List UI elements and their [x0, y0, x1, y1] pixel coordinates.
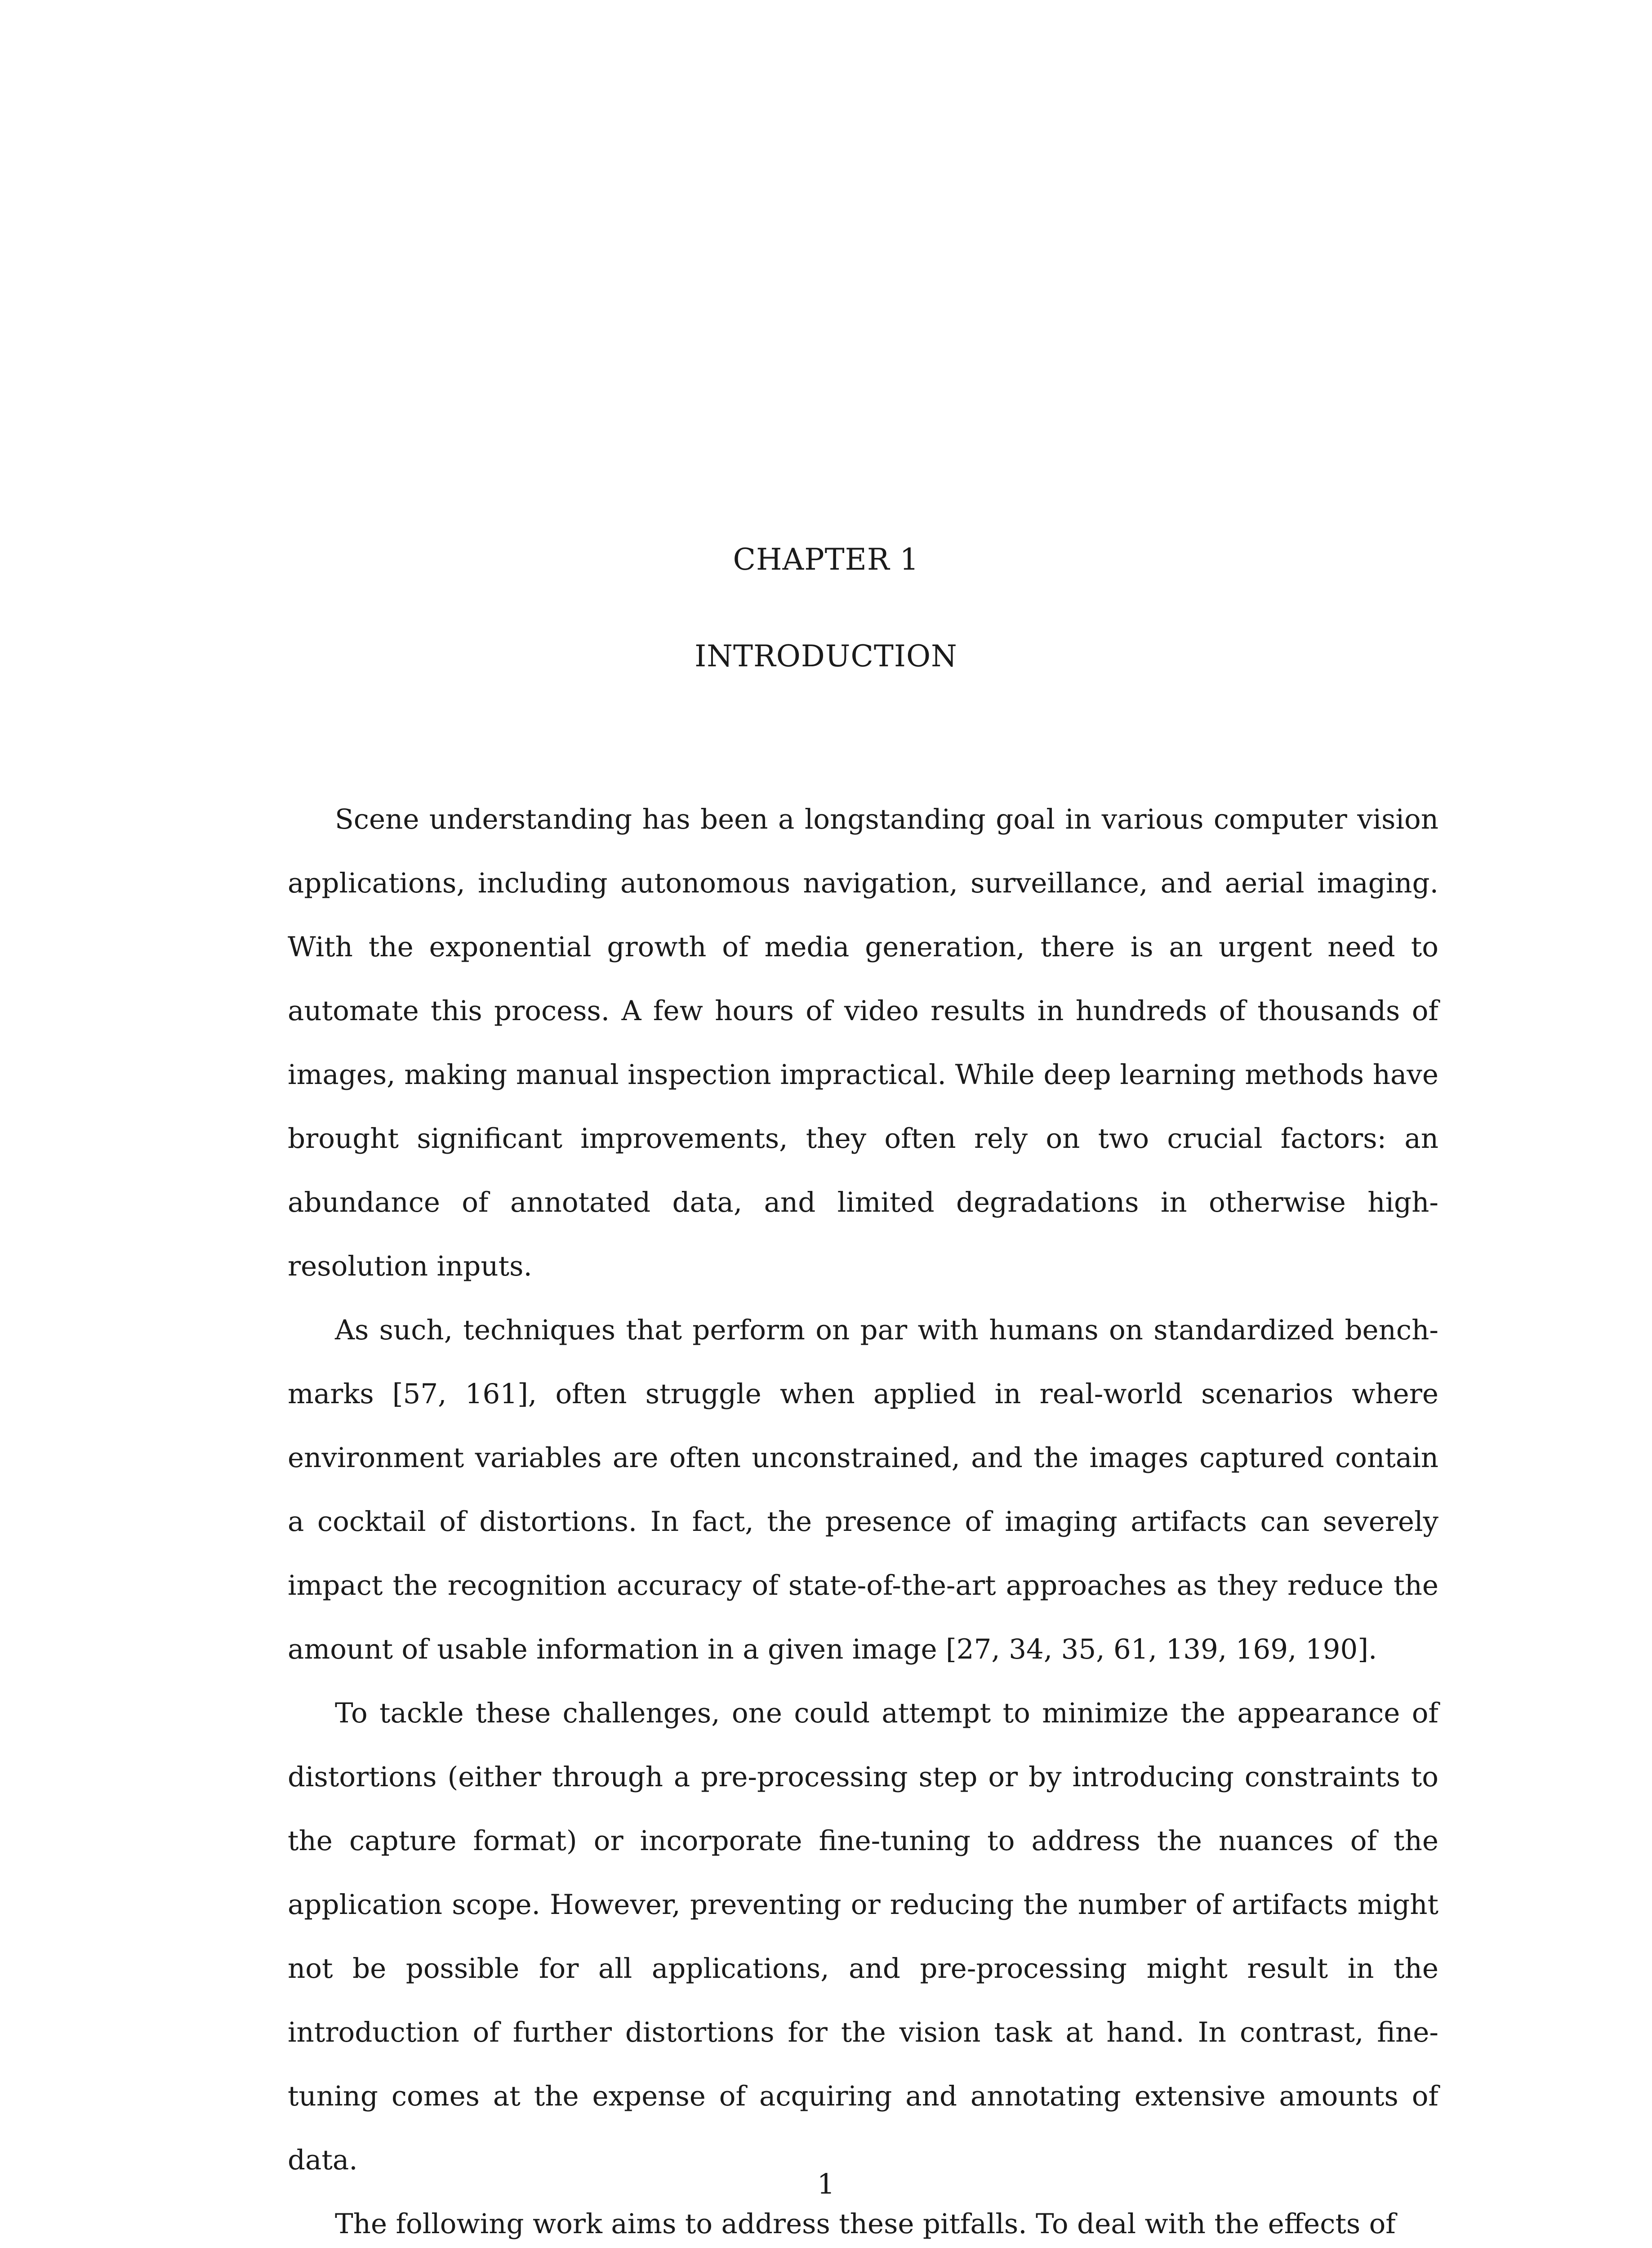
page-number: 1	[817, 2168, 835, 2200]
paragraph-1: Scene understanding has been a longstanding goal in various computer vision applications, including autonomous navigation, surveillance, and aerial imaging. With the exponential growth of media generation, there is an urgent need to automate this process. A few hours of video results in hundreds of thousands of images, making manual inspection impractical. While deep learning methods have brought significant improvements, they often rely on two crucial factors: an abundance of annotated data, and limited degradations in otherwise high-resolution inputs.	[288, 803, 1438, 1282]
paragraph-2: As such, techniques that perform on par with humans on standardized benchmarks [57, 161], often struggle when applied in real-world scenarios where environment variables are often unconstrained, and the images captured contain a cocktail of distortions. In fact, the presence of imaging artifacts can severely impact the recognition accuracy of state-of-the-art approaches as they reduce the amount of usable information in a given image [27, 34, 35, 61, 139, 169, 190].	[288, 1314, 1438, 1665]
body-text	[288, 788, 1438, 2248]
paragraph-4: The following work aims to address these pitfalls. To deal with the effects of	[335, 2208, 1396, 2240]
paragraph-3: To tackle these challenges, one could attempt to minimize the appearance of distortions (either through a pre-processing step or by introducing constraints to the capture format) or incorporate fine-tuning to address the nuances of the application scope. However, preventing or reducing the number of artifacts might not be possible for all applications, and pre-processing might result in the introduction of further distortions for the vision task at hand. In contrast, fine-tuning comes at the expense of acquiring and annotating extensive amounts of data.	[288, 1697, 1438, 2176]
chapter-title: INTRODUCTION	[695, 639, 957, 674]
chapter-label: CHAPTER 1	[733, 542, 919, 577]
